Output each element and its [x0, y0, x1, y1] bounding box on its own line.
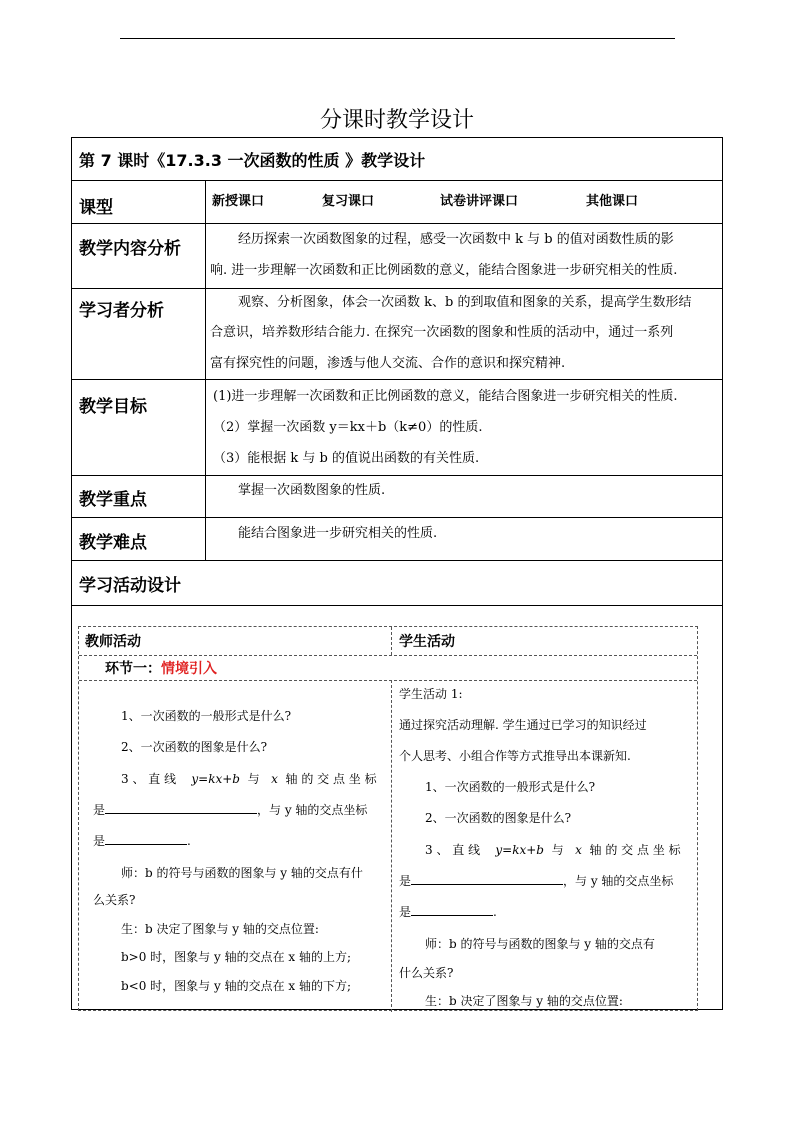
learner-analysis-line: 观察、分析图象，体会一次函数 k、b 的到取值和图象的关系，提高学生数形结 — [238, 295, 692, 310]
content-analysis-label: 教学内容分析 — [79, 239, 181, 259]
teacher-answer: 生：b 决定了图象与 y 轴的交点位置: — [121, 922, 319, 936]
teacher-question-line: 3 、 直 线 y=kx+b 与 x 轴 的 交 点 坐 标 — [121, 772, 377, 786]
learner-analysis-label: 学习者分析 — [79, 301, 164, 321]
activity-design-label: 学习活动设计 — [79, 576, 181, 596]
row-divider — [72, 180, 722, 181]
answer-blank[interactable] — [411, 903, 493, 916]
teacher-activity-header: 教师活动 — [85, 634, 141, 650]
student-question-line: 是 . — [399, 905, 497, 919]
objective-item: （3）能根据 k 与 b 的值说出函数的有关性质. — [213, 451, 480, 466]
student-activity-desc: 通过探究活动理解. 学生通过已学习的知识经过 — [399, 718, 647, 732]
option-review-lesson[interactable]: 复习课口 — [322, 194, 375, 209]
student-activity-title: 学生活动 1: — [399, 687, 463, 701]
document-title: 分课时教学设计 — [319, 108, 474, 133]
key-point-text: 掌握一次函数图象的性质. — [238, 483, 386, 498]
learner-analysis-line: 富有探究性的问题，渗透与他人交流、合作的意识和探究精神. — [210, 356, 566, 371]
answer-blank[interactable] — [411, 872, 563, 885]
teacher-question-line: 是 . — [93, 834, 191, 848]
objectives-label: 教学目标 — [79, 397, 147, 417]
activity-row-divider — [79, 680, 697, 681]
student-question: 师：b 的符号与函数的图象与 y 轴的交点有 — [425, 937, 655, 951]
row-divider — [72, 605, 722, 606]
activity-column-divider — [391, 680, 392, 1012]
answer-blank[interactable] — [105, 801, 257, 814]
teacher-answer: b>0 时，图象与 y 轴的交点在 x 轴的上方; — [121, 950, 352, 964]
row-divider — [72, 475, 722, 476]
activity-row-divider — [79, 655, 697, 656]
student-question: 什么关系? — [399, 966, 454, 980]
row-divider — [72, 560, 722, 561]
student-question: 2、一次函数的图象是什么? — [425, 811, 572, 825]
teacher-question: 么关系? — [93, 893, 136, 907]
content-analysis-line: 响. 进一步理解一次函数和正比例函数的意义，能结合图象进一步研究相关的性质. — [210, 263, 678, 278]
activity-column-divider — [391, 627, 392, 655]
teacher-answer: b<0 时，图象与 y 轴的交点在 x 轴的下方; — [121, 979, 352, 993]
course-type-label: 课型 — [79, 198, 113, 218]
row-divider — [72, 379, 722, 380]
teacher-question: 师：b 的符号与函数的图象与 y 轴的交点有什 — [121, 866, 363, 880]
teacher-question-line: 是 ，与 y 轴的交点坐标 — [93, 803, 368, 817]
student-activity-header: 学生活动 — [399, 634, 455, 650]
content-analysis-line: 经历探索一次函数图象的过程，感受一次函数中 k 与 b 的值对函数性质的影 — [238, 232, 674, 247]
header-rule — [120, 38, 675, 39]
objective-item: （2）掌握一次函数 y＝kx＋b（k≠0）的性质. — [213, 420, 483, 435]
section-heading — [105, 658, 217, 678]
lesson-table — [71, 137, 723, 1010]
section-name: 情境引入 — [161, 661, 217, 677]
student-question-line: 3 、 直 线 y=kx+b 与 x 轴 的 交 点 坐 标 — [425, 843, 681, 857]
activity-table — [78, 626, 698, 1011]
student-answer: 生：b 决定了图象与 y 轴的交点位置: — [425, 994, 623, 1008]
lesson-title: 第 7 课时《17.3.3 一次函数的性质 》教学设计 — [79, 151, 426, 170]
option-exam-review-lesson[interactable]: 试卷讲评课口 — [440, 194, 519, 209]
answer-blank[interactable] — [105, 832, 187, 845]
difficulty-label: 教学难点 — [79, 533, 147, 553]
difficulty-text: 能结合图象进一步研究相关的性质. — [238, 526, 438, 541]
student-question: 1、一次函数的一般形式是什么? — [425, 780, 596, 794]
option-other-lesson[interactable]: 其他课口 — [586, 194, 639, 209]
key-point-label: 教学重点 — [79, 490, 147, 510]
learner-analysis-line: 合意识，培养数形结合能力. 在探究一次函数的图象和性质的活动中，通过一系列 — [210, 325, 674, 340]
teacher-question: 2、一次函数的图象是什么? — [121, 740, 268, 754]
teacher-question: 1、一次函数的一般形式是什么? — [121, 709, 292, 723]
student-question-line: 是 ，与 y 轴的交点坐标 — [399, 874, 674, 888]
option-new-lesson[interactable]: 新授课口 — [212, 194, 265, 209]
section-prefix: 环节一： — [105, 661, 161, 677]
objective-item: (1)进一步理解一次函数和正比例函数的意义，能结合图象进一步研究相关的性质. — [213, 389, 678, 404]
student-activity-desc: 个人思考、小组合作等方式推导出本课新知. — [399, 749, 631, 763]
column-divider — [205, 180, 206, 560]
